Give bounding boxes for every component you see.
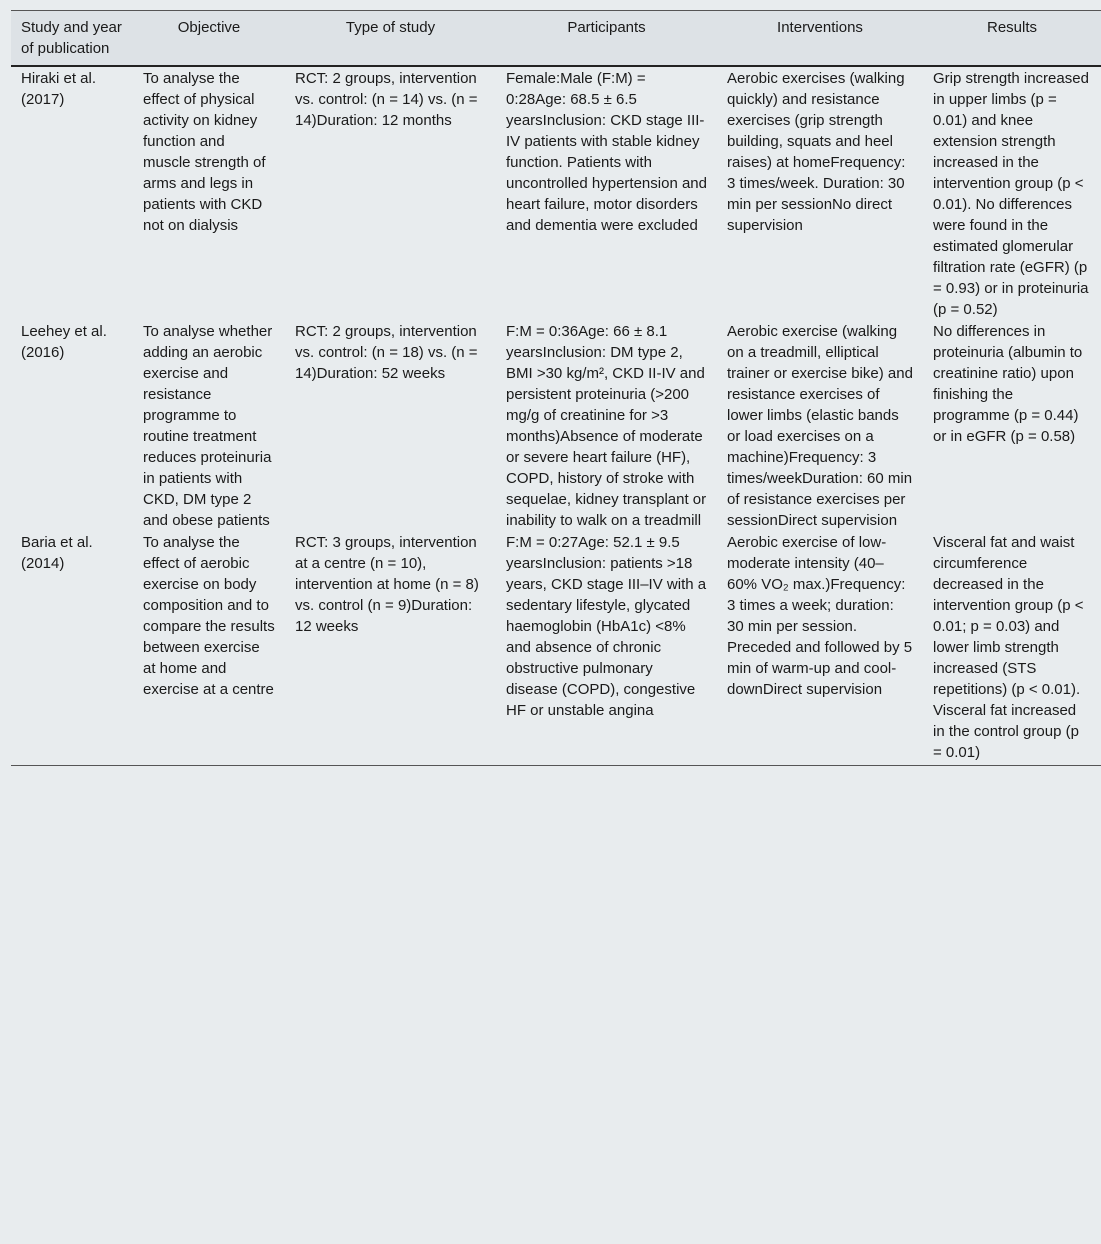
header-results: Results xyxy=(923,11,1101,67)
cell-objective: To analyse the effect of physical activity on kidney function and muscle strength of arms and legs in patients with CKD not on dialysis xyxy=(143,70,266,234)
cell-study: Hiraki et al. (2017) xyxy=(21,70,97,108)
cell-interventions: Aerobic exercises (walking quickly) and resistance exercises (grip strength building, squats and heel raises) at homeFrequency: 3 times/week. Duration: 30 min per sessionNo direct supervision xyxy=(727,70,906,234)
table-row xyxy=(11,66,1101,320)
cell-type: RCT: 2 groups, intervention vs. control: (n = 18) vs. (n = 14)Duration: 52 weeks xyxy=(295,323,478,382)
cell-objective: To analyse the effect of aerobic exercise on body composition and to compare the results between exercise at home and exercise at a centre xyxy=(133,531,285,766)
header-objective: Objective xyxy=(133,11,285,67)
cell-participants: F:M = 0:36Age: 66 ± 8.1 yearsInclusion: DM type 2, BMI >30 kg/m², CKD II-IV and persistent proteinuria (>200 mg/g of creatinine for >3 months)Absence of moderate or severe heart failure (HF), COPD, history of stroke with sequelae, kidney transplant or inability to walk on a treadmill xyxy=(506,323,707,529)
cell-participants: F:M = 0:27Age: 52.1 ± 9.5 yearsInclusion: patients >18 years, CKD stage III–IV with a sedentary lifestyle, glycated haemoglobin (HbA1c) <8% and absence of chronic obstructive pulmonary disease (COPD), congestive HF or unstable angina xyxy=(496,531,717,766)
header-row xyxy=(11,11,1101,67)
studies-table xyxy=(11,10,1101,766)
cell-type: RCT: 2 groups, intervention vs. control: (n = 14) vs. (n = 14)Duration: 12 months xyxy=(295,70,478,129)
cell-type: RCT: 3 groups, intervention at a centre (n = 10), intervention at home (n = 8) vs. control (n = 9)Duration: 12 weeks xyxy=(285,531,496,766)
cell-objective: To analyse whether adding an aerobic exercise and resistance programme to routine treatment reduces proteinuria in patients with CKD, DM type 2 and obese patients xyxy=(143,323,273,529)
cell-participants: Female:Male (F:M) = 0:28Age: 68.5 ± 6.5 yearsInclusion: CKD stage III-IV patients with stable kidney function. Patients with uncontrolled hypertension and heart failure, motor disorders and dementia were excluded xyxy=(506,70,707,234)
header-study: Study and year of publication xyxy=(11,11,133,67)
cell-results: Visceral fat and waist circumference decreased in the intervention group (p < 0.01; p = 0.03) and lower limb strength increased (STS repetitions) (p < 0.01). Visceral fat increased in the control group (p = 0.01) xyxy=(923,531,1101,766)
cell-study: Baria et al. (2014) xyxy=(11,531,133,766)
table-row xyxy=(11,320,1101,531)
cell-interventions: Aerobic exercise of low-moderate intensity (40–60% VO₂ max.)Frequency: 3 times a week; duration: 30 min per session. Preceded and followed by 5 min of warm-up and cool-downDirect supervision xyxy=(717,531,923,766)
header-type: Type of study xyxy=(285,11,496,67)
cell-interventions: Aerobic exercise (walking on a treadmill, elliptical trainer or exercise bike) and resistance exercises of lower limbs (elastic bands or load exercises on a machine)Frequency: 3 times/weekDuration: 60 min of resistance exercises per sessionDirect supervision xyxy=(727,323,913,529)
table-row xyxy=(11,531,1101,766)
cell-results: No differences in proteinuria (albumin to creatinine ratio) upon finishing the programme (p = 0.44) or in eGFR (p = 0.58) xyxy=(933,323,1083,445)
cell-results: Grip strength increased in upper limbs (p = 0.01) and knee extension strength increased in the intervention group (p < 0.01). No differences were found in the estimated glomerular filtration rate (eGFR) (p = 0.93) or in proteinuria (p = 0.52) xyxy=(933,70,1089,318)
header-interventions: Interventions xyxy=(717,11,923,67)
header-participants: Participants xyxy=(496,11,717,67)
cell-study: Leehey et al. (2016) xyxy=(21,323,107,361)
